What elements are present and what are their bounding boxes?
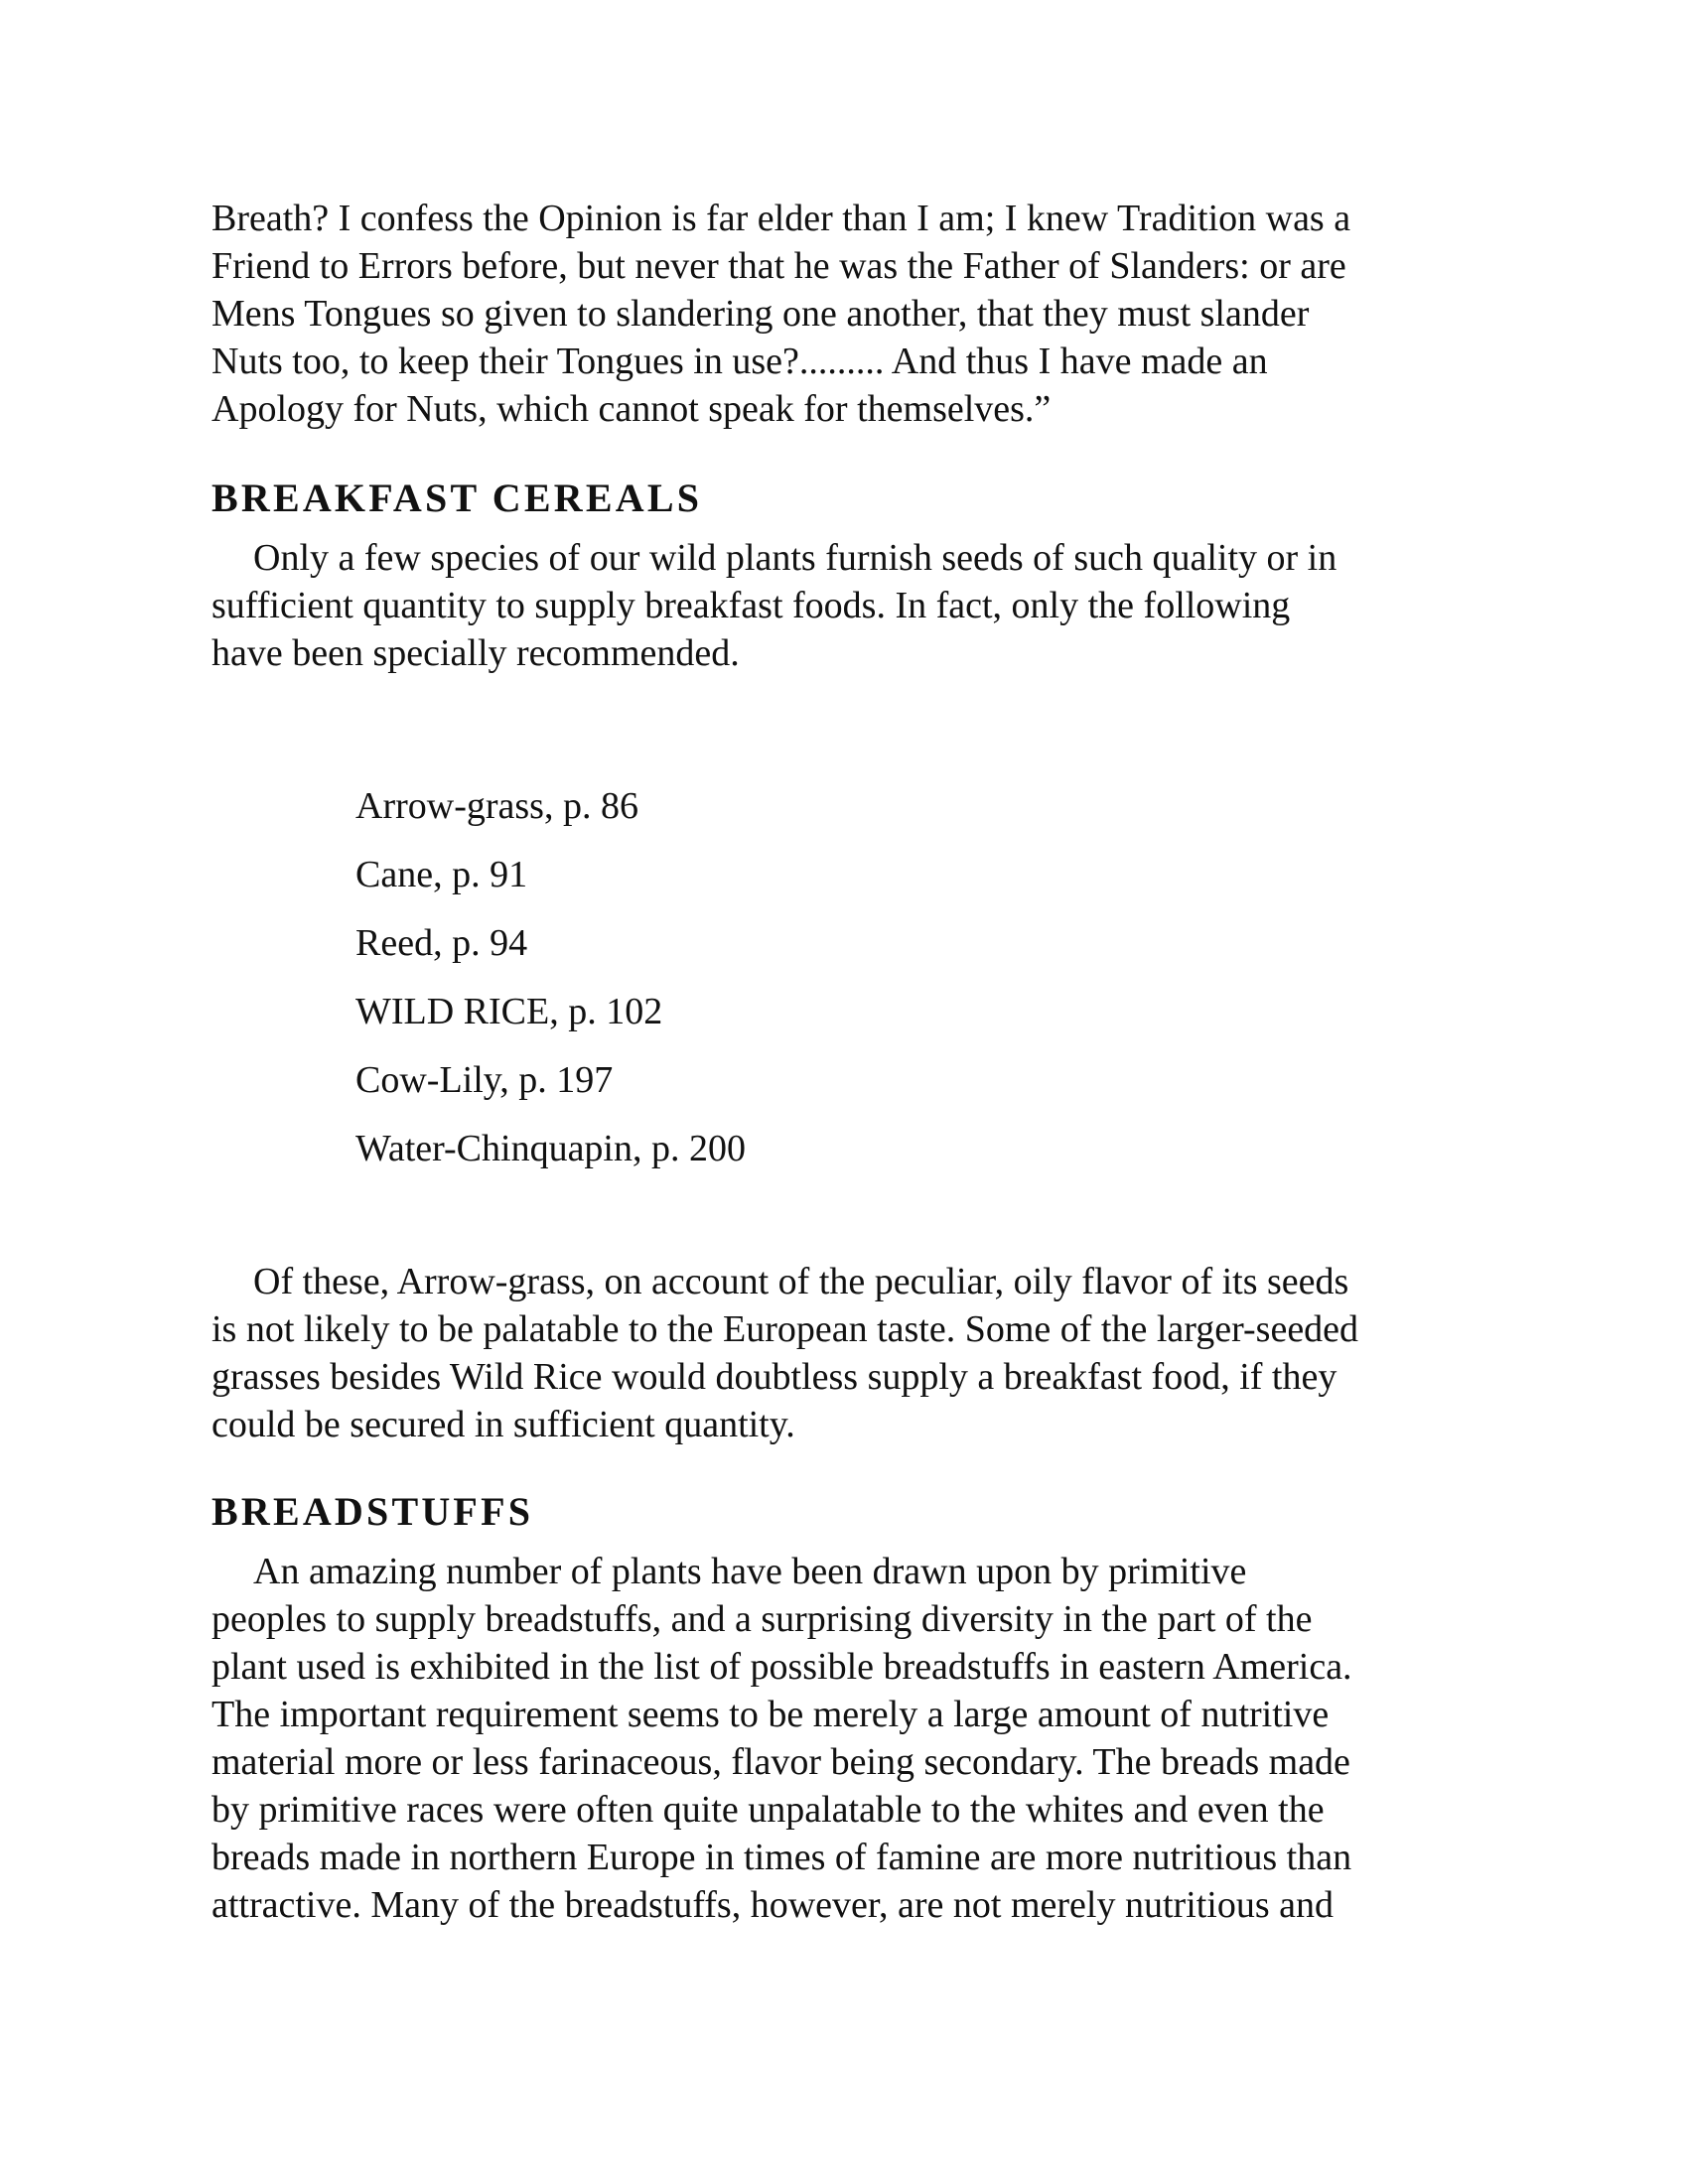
text-line: by primitive races were often quite unpalatable to the whites and even the — [211, 1789, 1325, 1831]
text-line: Breath? I confess the Opinion is far elder than I am; I knew Tradition was a — [211, 198, 1351, 239]
list-item: Cow-Lily, p. 197 — [355, 1059, 614, 1101]
text-line: peoples to supply breadstuffs, and a surprising diversity in the part of the — [211, 1598, 1313, 1640]
cereal-plant-list — [211, 772, 1492, 1183]
document-page — [211, 195, 1492, 1929]
text-line: Of these, Arrow-grass, on account of the peculiar, oily flavor of its seeds — [253, 1261, 1349, 1302]
list-item: Arrow-grass, p. 86 — [355, 785, 638, 827]
text-line: grasses besides Wild Rice would doubtless supply a breakfast food, if they — [211, 1356, 1337, 1398]
text-line: Only a few species of our wild plants furnish seeds of such quality or in — [253, 537, 1337, 579]
text-line: An amazing number of plants have been drawn upon by primitive — [253, 1551, 1247, 1592]
breakfast-cereals-heading: BREAKFAST CEREALS — [211, 476, 703, 520]
breakfast-cereals-remarks — [211, 1258, 1492, 1448]
text-line: Apology for Nuts, which cannot speak for themselves.” — [211, 388, 1052, 430]
list-item: WILD RICE, p. 102 — [355, 991, 663, 1032]
intro-paragraph — [211, 195, 1492, 433]
breadstuffs-paragraph — [211, 1548, 1492, 1929]
text-line: is not likely to be palatable to the European taste. Some of the larger-seeded — [211, 1308, 1359, 1350]
text-line: plant used is exhibited in the list of possible breadstuffs in eastern America. — [211, 1646, 1352, 1688]
text-line: sufficient quantity to supply breakfast foods. In fact, only the following — [211, 585, 1291, 626]
text-line: material more or less farinaceous, flavor being secondary. The breads made — [211, 1741, 1350, 1783]
text-line: The important requirement seems to be merely a large amount of nutritive — [211, 1694, 1330, 1735]
text-line: could be secured in sufficient quantity. — [211, 1404, 795, 1445]
text-line: breads made in northern Europe in times of famine are more nutritious than — [211, 1837, 1352, 1878]
breadstuffs-heading: BREADSTUFFS — [211, 1489, 534, 1534]
list-item: Cane, p. 91 — [355, 854, 528, 895]
text-line: have been specially recommended. — [211, 632, 740, 674]
list-item: Reed, p. 94 — [355, 922, 528, 964]
text-line: Mens Tongues so given to slandering one another, that they must slander — [211, 293, 1310, 335]
text-line: Nuts too, to keep their Tongues in use?......... And thus I have made an — [211, 341, 1268, 382]
text-line: attractive. Many of the breadstuffs, however, are not merely nutritious and — [211, 1884, 1335, 1926]
list-item: Water-Chinquapin, p. 200 — [355, 1128, 746, 1169]
breakfast-cereals-intro — [211, 534, 1492, 677]
text-line: Friend to Errors before, but never that he was the Father of Slanders: or are — [211, 245, 1346, 287]
